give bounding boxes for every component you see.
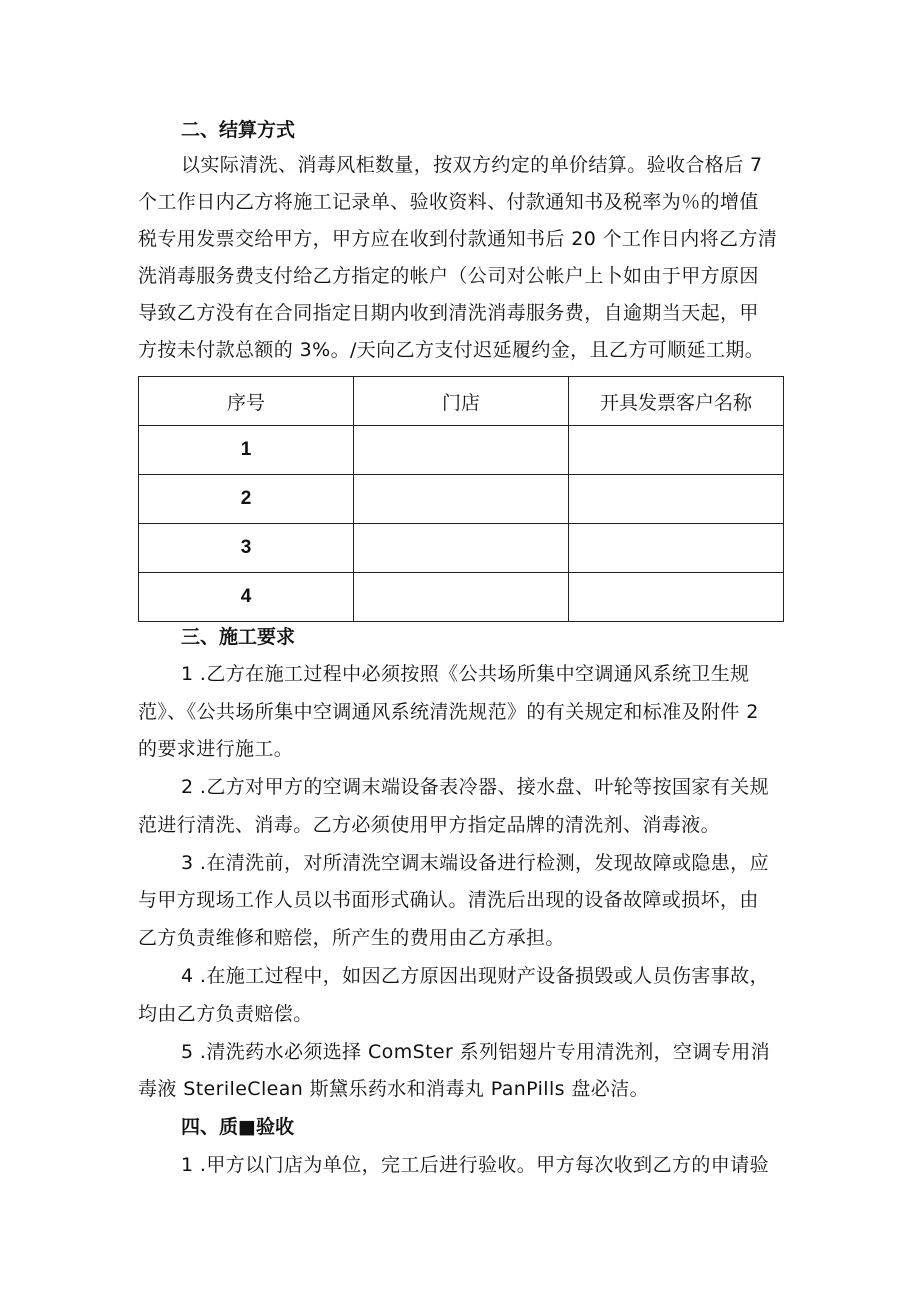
store-cell	[354, 426, 569, 475]
section-heading-construction: 三、施工要求	[181, 626, 296, 648]
paragraph-line: 乙方负责维修和赔偿，所产生的费用由乙方承担。	[138, 927, 565, 949]
paragraph-line: 5 .清洗药水必须选择 ComSter 系列铝翅片专用清洗剂，空调专用消	[181, 1041, 771, 1063]
store-cell	[354, 524, 569, 573]
paragraph-line: 方按未付款总额的 3%。/天向乙方支付迟延履约金，且乙方可顺延工期。	[138, 339, 765, 361]
table-row	[139, 426, 784, 475]
table-row	[139, 573, 784, 622]
paragraph-line: 2 .乙方对甲方的空调末端设备表冷器、接水盘、叶轮等按国家有关规	[181, 776, 769, 798]
paragraph-line: 范》、《公共场所集中空调通风系统清洗规范》的有关规定和标准及附件 2	[138, 701, 759, 723]
paragraph-line: 导致乙方没有在合同指定日期内收到清洗消毒服务费，自逾期当天起，甲	[138, 302, 759, 324]
paragraph-line: 的要求进行施工。	[138, 738, 294, 760]
paragraph-line: 均由乙方负责赔偿。	[138, 1003, 313, 1025]
invoice-customer-cell	[569, 475, 784, 524]
column-header-store: 门店	[354, 377, 569, 426]
row-index-cell: 1	[139, 426, 354, 475]
store-cell	[354, 475, 569, 524]
table-row	[139, 475, 784, 524]
invoice-customer-cell	[569, 573, 784, 622]
column-header-invoice-customer: 开具发票客户名称	[569, 377, 784, 426]
paragraph-line: 税专用发票交给甲方，甲方应在收到付款通知书后 20 个工作日内将乙方清	[138, 228, 778, 250]
invoice-customer-cell	[569, 426, 784, 475]
paragraph-line: 洗消毒服务费支付给乙方指定的帐户（公司对公帐户上卜如由于甲方原因	[138, 265, 759, 287]
row-index-cell: 4	[139, 573, 354, 622]
store-cell	[354, 573, 569, 622]
paragraph-line: 1 .甲方以门店为单位，完工后进行验收。甲方每次收到乙方的申请验	[181, 1154, 769, 1176]
row-index-cell: 2	[139, 475, 354, 524]
paragraph-line: 与甲方现场工作人员以书面形式确认。清洗后出现的设备故障或损坏，由	[138, 889, 759, 911]
table-row	[139, 524, 784, 573]
paragraph-line: 1 .乙方在施工过程中必须按照《公共场所集中空调通风系统卫生规	[181, 663, 750, 685]
paragraph-line: 范进行清洗、消毒。乙方必须使用甲方指定品牌的清洗剂、消毒液。	[138, 814, 721, 836]
column-header-index: 序号	[139, 377, 354, 426]
paragraph-line: 3 .在清洗前，对所清洗空调末端设备进行检测，发现故障或隐患，应	[181, 852, 769, 874]
section-heading-settlement: 二、结算方式	[181, 119, 296, 141]
table-header-row	[139, 377, 784, 426]
store-invoice-table	[138, 376, 784, 622]
paragraph-line: 以实际清洗、消毒风柜数量，按双方约定的单价结算。验收合格后 7	[181, 154, 763, 176]
section-heading-quality-acceptance: 四、质■验收	[181, 1116, 294, 1138]
invoice-customer-cell	[569, 524, 784, 573]
paragraph-line: 毒液 SterileClean 斯黛乐药水和消毒丸 PanPills 盘必洁。	[138, 1078, 650, 1100]
paragraph-line: 4 .在施工过程中，如因乙方原因出现财产设备损毁或人员伤害事故，	[181, 965, 769, 987]
paragraph-line: 个工作日内乙方将施工记录单、验收资料、付款通知书及税率为％的增值	[138, 191, 759, 213]
row-index-cell: 3	[139, 524, 354, 573]
